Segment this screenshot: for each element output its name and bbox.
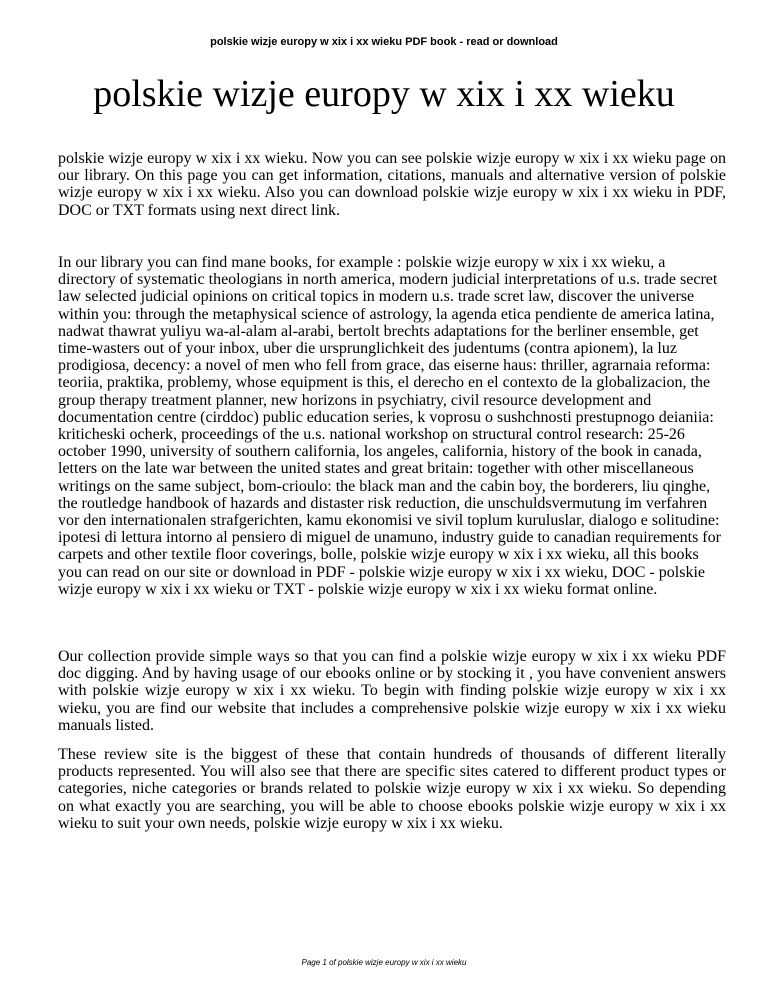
running-header: polskie wizje europy w xix i xx wieku PDF book - read or download [210, 36, 558, 48]
collection-paragraph: Our collection provide simple ways so that you can find a polskie wizje europy w xix i xx wieku PDF doc digging. And by having usage of our ebooks online or by stocking it , you have convenient answers with polskie wizje europy w xix i xx wieku. To begin with finding polskie wizje europy w xix i xx wieku, you are find our website that includes a comprehensive polskie wizje europy w xix i xx wieku manuals listed. [58, 648, 726, 734]
library-paragraph: In our library you can find mane books, for example : polskie wizje europy w xix i xx wieku, a directory of systematic theologians in north america, modern judicial interpretations of u.s. trade secret law selected judicial opinions on critical topics in modern u.s. trade scret law, discover the universe within you: through the metaphysical science of astrology, la agenda etica pendiente de america latina, nadwat thawrat yuliyu wa-al-alam al-arabi, bertolt brechts adaptations for the berliner ensemble, get time-wasters out of your inbox, uber die ursprunglichkeit des judentums (contra apionem), la luz prodigiosa, decency: a novel of men who fell from grace, das eiserne haus: thriller, agrarnaia reforma: teoriia, praktika, problemy, whose equipment is this, el derecho en el contexto de la globalizacion, the group therapy treatment planner, new horizons in psychiatry, civil resource development and documentation centre (cirddoc) public education series, k voprosu o sushchnosti prestupnogo deianiia: kriticheski ocherk, proceedings of the u.s. national workshop on structural control research: 25-26 october 1990, university of southern california, los angeles, california, history of the book in canada, letters on the late war between the united states and great britain: together with other miscellaneous writings on the same subject, bom-crioulo: the black man and the cabin boy, the borderers, liu qinghe, the routledge handbook of hazards and distaster risk reduction, die unschuldsvermutung im verfahren vor den internationalen strafgerichten, kamu ekonomisi ve sivil toplum kuruluslar, dialogo e solitudine: ipotesi di lettura intorno al pensiero di miguel de unamuno, industry guide to canadian requirements for carpets and other textile floor coverings, bolle, polskie wizje europy w xix i xx wieku, all this books you can read on our site or download in PDF - polskie wizje europy w xix i xx wieku, DOC - polskie wizje europy w xix i xx wieku or TXT - polskie wizje europy w xix i xx wieku format online. [58, 254, 721, 598]
page-footer: Page 1 of polskie wizje europy w xix i xx wieku [301, 958, 467, 967]
document-title: polskie wizje europy w xix i xx wieku [93, 73, 675, 115]
review-paragraph: These review site is the biggest of these that contain hundreds of thousands of different literally products represented. You will also see that there are specific sites catered to different product types or categories, niche categories or brands related to polskie wizje europy w xix i xx wieku. So depending on what exactly you are searching, you will be able to choose ebooks polskie wizje europy w xix i xx wieku to suit your own needs, polskie wizje europy w xix i xx wieku. [58, 746, 726, 832]
intro-paragraph: polskie wizje europy w xix i xx wieku. Now you can see polskie wizje europy w xix i xx wieku page on our library. On this page you can get information, citations, manuals and alternative version of polskie wizje europy w xix i xx wieku. Also you can download polskie wizje europy w xix i xx wieku in PDF, DOC or TXT formats using next direct link. [58, 150, 726, 219]
